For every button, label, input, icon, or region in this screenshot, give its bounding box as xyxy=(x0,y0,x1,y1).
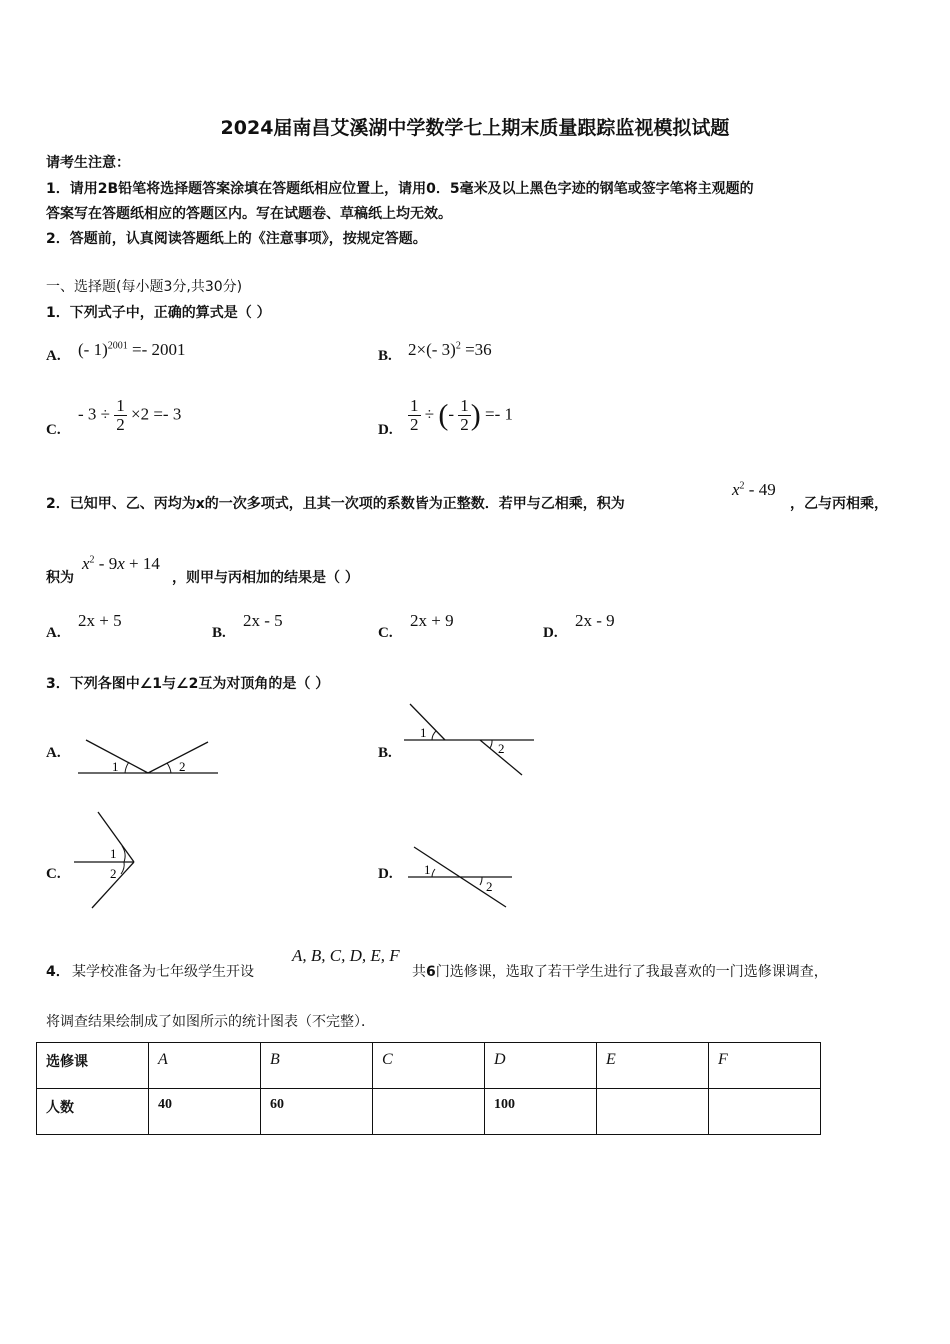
q4-stem-part1: 某学校准备为七年级学生开设 xyxy=(72,964,254,980)
q2-option-a: 2x + 5 xyxy=(78,611,122,630)
page-title: 2024届南昌艾溪湖中学数学七上期末质量跟踪监视模拟试题 xyxy=(220,117,730,139)
q3-option-d-label: D. xyxy=(378,866,393,882)
q1-option-d-label: D. xyxy=(378,422,393,438)
section-heading: 一、选择题(每小题3分,共30分) xyxy=(46,279,243,295)
q3d-angle-2: 2 xyxy=(486,879,493,894)
table-column: F xyxy=(709,1043,821,1089)
notice-line-1b: 答案写在答题纸相应的答题区内。写在试题卷、草稿纸上均无效。 xyxy=(46,206,452,222)
q3-figure-a xyxy=(70,730,230,790)
q3b-angle-2: 2 xyxy=(498,741,505,756)
q2-stem-part1: 2．已知甲、乙、丙均为x的一次多项式，且其一次项的系数皆为正整数．若甲与乙相乘，积为 xyxy=(46,496,625,512)
q2-product-2: $x^2 - 9x + 14$ xyxy=(82,554,160,573)
table-column: B xyxy=(261,1043,373,1089)
q4-stem-part4: 将调查结果绘制成了如图所示的统计图表（不完整）． xyxy=(46,1014,375,1030)
course-table xyxy=(36,1042,821,1135)
table-cell: 100 xyxy=(485,1089,597,1135)
q4-course-list: A, B, C, D, E, F xyxy=(292,946,400,965)
table-header-row xyxy=(37,1043,821,1089)
q2-option-c: 2x + 9 xyxy=(410,611,454,630)
q3-option-c-label: C. xyxy=(46,866,61,882)
notice-heading: 请考生注意： xyxy=(46,155,130,171)
notice-line-1a: 1．请用2B铅笔将选择题答案涂填在答题纸相应位置上，请用0．5毫米及以上黑色字迹的钢笔或签字笔将主观题的 xyxy=(46,181,754,197)
q1-option-b-expr: 2×(- 3)$^2$ =36 xyxy=(408,340,492,359)
q2-product-1: $x^2 - 49$ xyxy=(732,480,776,499)
q3c-angle-2: 2 xyxy=(110,866,117,881)
q2-stem-part2: ，乙与丙相乘， xyxy=(790,496,888,512)
q4-course-count: 6 xyxy=(426,964,436,980)
q3-figure-c xyxy=(72,808,152,912)
q3a-angle-2: 2 xyxy=(179,759,186,774)
q3c-angle-1: 1 xyxy=(110,846,117,861)
table-row xyxy=(37,1089,821,1135)
table-cell xyxy=(373,1089,485,1135)
q2-stem-part3: 积为 xyxy=(46,570,74,586)
table-header-label: 选修课 xyxy=(37,1043,149,1089)
q2-option-b: 2x - 5 xyxy=(243,611,283,630)
table-row-label: 人数 xyxy=(37,1089,149,1135)
table-column: E xyxy=(597,1043,709,1089)
q3b-angle-1: 1 xyxy=(420,725,427,740)
notice-line-2: 2．答题前，认真阅读答题纸上的《注意事项》，按规定答题。 xyxy=(46,231,427,247)
table-cell xyxy=(597,1089,709,1135)
q2-stem-part4: ，则甲与丙相加的结果是（ ） xyxy=(172,570,359,586)
q2-option-a-label: A. xyxy=(46,625,61,641)
q1-option-a-expr: (- 1)$^{2001}$ =- 2001 xyxy=(78,340,186,359)
q2-option-d-label: D. xyxy=(543,625,558,641)
q4-stem-part2: 共 xyxy=(412,964,426,980)
q3-option-b-label: B. xyxy=(378,745,392,761)
q3-option-a-label: A. xyxy=(46,745,61,761)
q1-option-c-expr: - 3 ÷ $\frac{1}{2}$ ×2 =- 3 xyxy=(78,396,182,434)
q3a-angle-1: 1 xyxy=(112,759,119,774)
q4-stem-part3: 门选修课，选取了若干学生进行了我最喜欢的一门选修课调查， xyxy=(435,964,828,980)
table-cell xyxy=(709,1089,821,1135)
q3-stem: 3．下列各图中∠1与∠2互为对顶角的是（ ） xyxy=(46,676,330,692)
q2-option-c-label: C. xyxy=(378,625,393,641)
q1-stem: 1．下列式子中，正确的算式是（ ） xyxy=(46,305,271,321)
q1-option-b-label: B. xyxy=(378,348,392,364)
q1-option-c-label: C. xyxy=(46,422,61,438)
q1-option-d-expr: $\frac{1}{2}$ ÷ (- $\frac{1}{2}$ ) =- 1 xyxy=(410,396,514,434)
table-cell: 60 xyxy=(261,1089,373,1135)
table-column: D xyxy=(485,1043,597,1089)
table-cell: 40 xyxy=(149,1089,261,1135)
q3d-angle-1: 1 xyxy=(424,862,431,877)
q2-option-d: 2x - 9 xyxy=(575,611,615,630)
q2-option-b-label: B. xyxy=(212,625,226,641)
q4-number: 4． xyxy=(46,964,70,980)
q3-figure-b xyxy=(398,700,543,780)
q3-figure-d xyxy=(402,843,522,913)
table-column: C xyxy=(373,1043,485,1089)
q1-option-a-label: A. xyxy=(46,348,61,364)
table-column: A xyxy=(149,1043,261,1089)
